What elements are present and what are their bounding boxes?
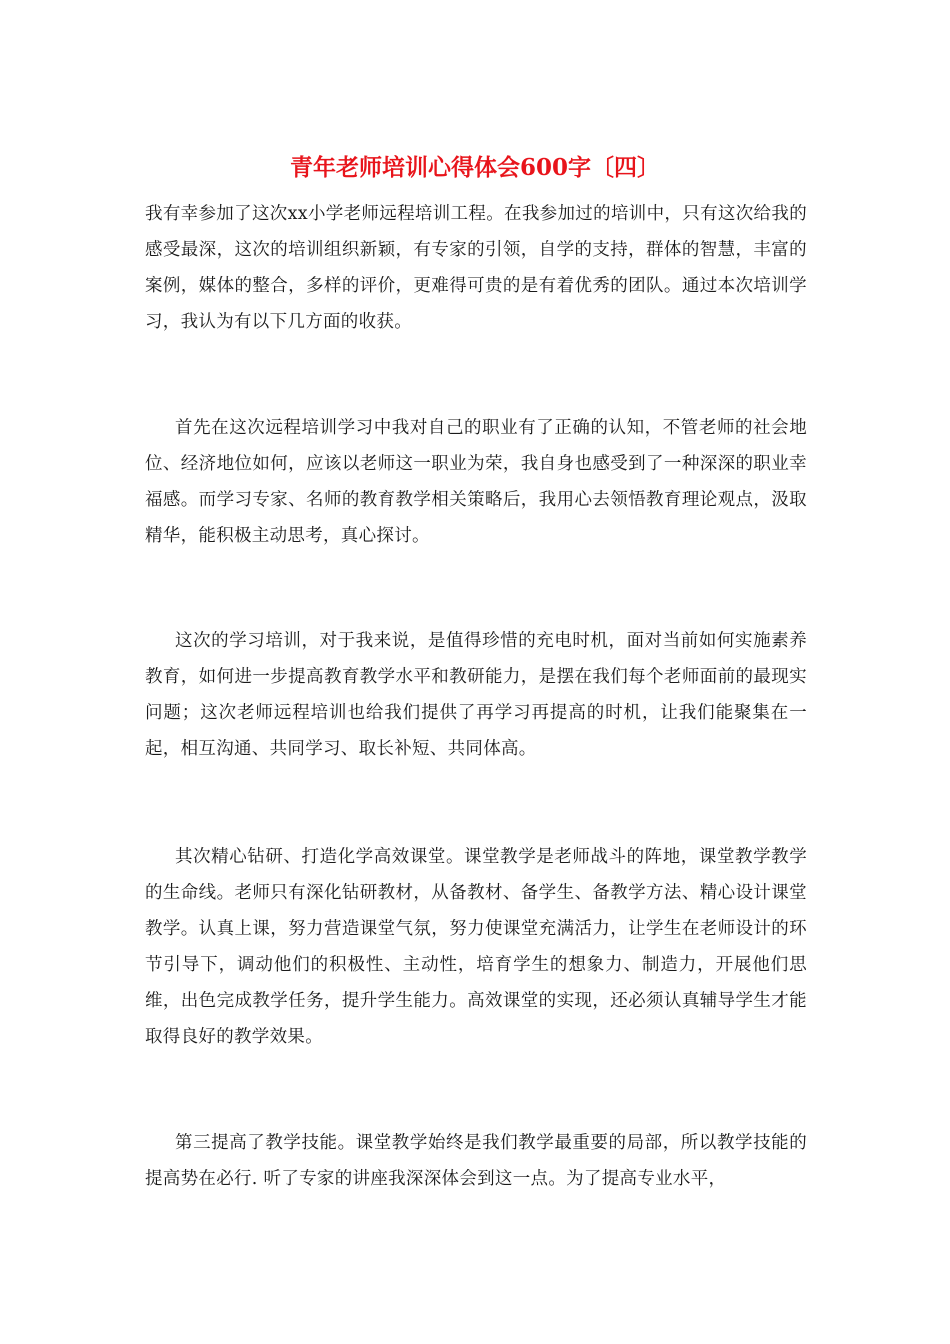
paragraph-learning-opportunity: 这次的学习培训，对于我来说，是值得珍惜的充电时机，面对当前如何实施素养教育，如何进一步提高教育教学水平和教研能力，是摆在我们每个老师面前的最现实问题；这次老师远程培训也给我们提供了再学习再提高的时机，让我们能聚集在一起，相互沟通、共同学习、取长补短、共同体高。 [145,631,807,759]
paragraph-intro: 我有幸参加了这次xx小学老师远程培训工程。在我参加过的培训中，只有这次给我的感受最深，这次的培训组织新颖，有专家的引领，自学的支持，群体的智慧，丰富的案例，媒体的整合，多样的评价，更难得可贵的是有着优秀的团队。通过本次培训学习，我认为有以下几方面的收获。 [145,204,807,332]
document-title: 青年老师培训心得体会600字〔四〕 [289,154,660,181]
paragraph-efficient-classroom: 其次精心钻研、打造化学高效课堂。课堂教学是老师战斗的阵地，课堂教学教学的生命线。老师只有深化钻研教材，从备教材、备学生、备教学方法、精心设计课堂教学。认真上课，努力营造课堂气氛，努力使课堂充满活力，让学生在老师设计的环节引导下，调动他们的积极性、主动性，培育学生的想象力、制造力，开展他们思维，出色完成教学任务，提升学生能力。高效课堂的实现，还必须认真辅导学生才能取得良好的教学效果。 [145,847,807,1047]
paragraph-career-recognition: 首先在这次远程培训学习中我对自己的职业有了正确的认知，不管老师的社会地位、经济地位如何，应该以老师这一职业为荣，我自身也感受到了一种深深的职业幸福感。而学习专家、名师的教育教学相关策略后，我用心去领悟教育理论观点，汲取精华，能积极主动思考，真心探讨。 [145,418,807,546]
paragraph-teaching-skills: 第三提高了教学技能。课堂教学始终是我们教学最重要的局部，所以教学技能的提高势在必行. 听了专家的讲座我深深体会到这一点。为了提高专业水平， [145,1133,807,1189]
